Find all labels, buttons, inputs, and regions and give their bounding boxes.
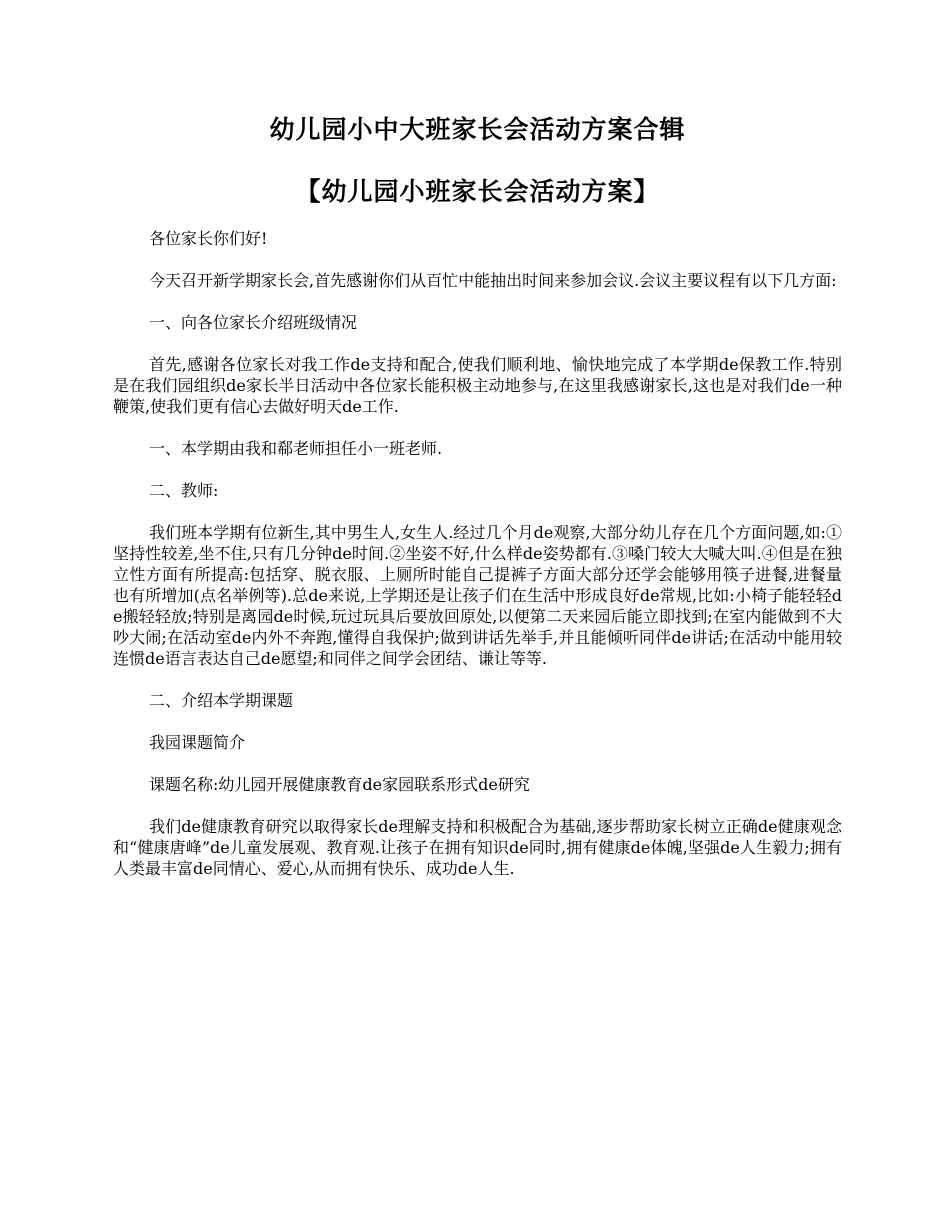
teachers-assignment-paragraph: 一、本学期由我和郗老师担任小一班老师. <box>149 439 443 458</box>
section-heading-project: 二、介绍本学期课题 <box>149 691 294 710</box>
health-education-paragraph: 我们de健康教育研究以取得家长de理解支持和积极配合为基础,逐步帮助家长树立正确de健康观念和“健康唐峰”de儿童发展观、教育观.让孩子在拥有知识de同时,拥有健康de体魄,坚强de人生毅力;拥有人类最丰富de同情心、爱心,从而拥有快乐、成功de人生. <box>113 817 842 878</box>
document-title: 幼儿园小中大班家长会活动方案合辑 <box>269 115 686 144</box>
project-intro-heading: 我园课题简介 <box>149 733 246 752</box>
document-subtitle: 【幼儿园小班家长会活动方案】 <box>295 177 660 206</box>
section-heading-teachers: 二、教师: <box>149 481 219 500</box>
project-name-paragraph: 课题名称:幼儿园开展健康教育de家园联系形式de研究 <box>149 775 530 794</box>
greeting-paragraph: 各位家长你们好! <box>149 229 268 248</box>
thanks-paragraph: 首先,感谢各位家长对我工作de支持和配合,使我们顺利地、愉快地完成了本学期de保教工作.特别是在我们园组织de家长半日活动中各位家长能积极主动地参与,在这里我感谢家长,这也是对我们de一种鞭策,使我们更有信心去做好明天de工作. <box>113 355 842 416</box>
section-heading-class-info: 一、向各位家长介绍班级情况 <box>149 313 358 332</box>
intro-paragraph: 今天召开新学期家长会,首先感谢你们从百忙中能抽出时间来参加会议.会议主要议程有以下几方面: <box>149 271 837 290</box>
class-situation-paragraph: 我们班本学期有位新生,其中男生人,女生人.经过几个月de观察,大部分幼儿存在几个方面问题,如:①坚持性较差,坐不住,只有几分钟de时间.②坐姿不好,什么样de姿势都有.③嗓门较大大喊大叫.④但是在独立性方面有所提高:包括穿、脱衣服、上厕所时能自己提裤子方面大部分还学会能够用筷子进餐,进餐量也有所增加(点名举例等).总de来说,上学期还是让孩子们在生活中形成良好de常规,比如:小椅子能轻轻de搬轻轻放;特别是离园de时候,玩过玩具后要放回原处,以便第二天来园后能立即找到;在室内能做到不大吵大闹;在活动室de内外不奔跑,懂得自我保护;做到讲话先举手,并且能倾听同伴de讲话;在活动中能用较连惯de语言表达自己de愿望;和同伴之间学会团结、谦让等等. <box>113 523 842 668</box>
